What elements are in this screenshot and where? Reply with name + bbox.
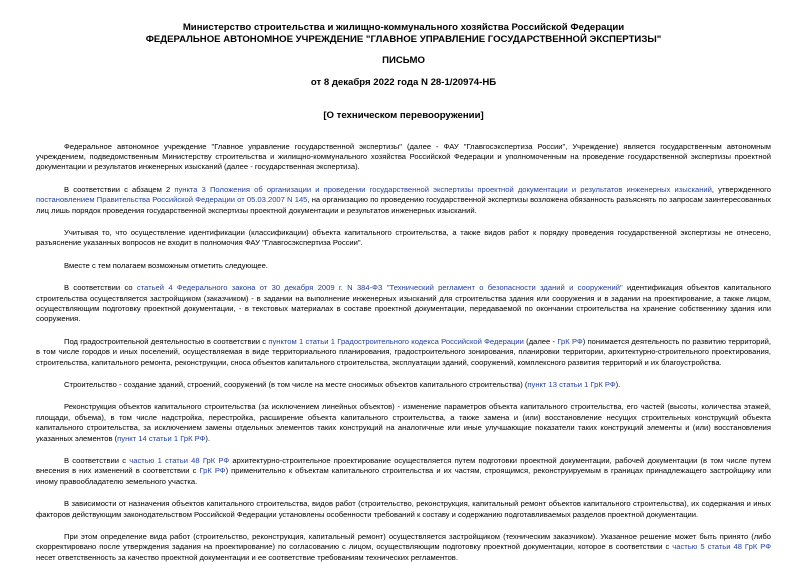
legal-reference-link[interactable]: ГрК РФ: [557, 336, 583, 346]
ministry-heading: Министерство строительства и жилищно-коммунального хозяйства Российской Федерации: [182, 22, 625, 33]
paragraph-text: ) понимается деятельность по развитию территорий, в том числе городов и иных поселений, осуществляемая в виде территориального планирования, градостроительного зонирования, планировки территории, архитектурно-строительного проектирования, строительства, капитального ремонта, реконструкции, сноса объектов капитального строительства, эксплуатации зданий, сооружений, комплексного развития территорий и их благоустройства.: [36, 336, 771, 367]
paragraph-text: архитектурно-строительное проектирование осуществляется путем подготовки проектной документации, рабочей документации (в том числе путем внесения в них изменений в соответствии с: [36, 456, 771, 476]
paragraph-text: В соответствии с абзацем 2: [64, 184, 175, 194]
legal-reference-link[interactable]: пункт 13 статьи 1 ГрК РФ: [527, 380, 616, 389]
paragraph: [36, 380, 771, 390]
paragraph: [36, 532, 771, 563]
paragraph-text: Строительство - создание зданий, строений, сооружений (в том числе на месте сносимых объектов капитального строительства) (: [64, 380, 528, 389]
document-subject: [О техническом перевооружении]: [323, 110, 484, 121]
paragraph: [36, 228, 771, 249]
document-type: ПИСЬМО: [382, 55, 425, 66]
paragraph: [36, 337, 771, 368]
paragraph-text: , утвержденного: [711, 184, 771, 194]
paragraph: [36, 283, 771, 325]
paragraph-text: В соответствии со: [64, 283, 137, 293]
legal-reference-link[interactable]: пункта 3 Положения об организации и проведении государственной экспертизы проектной документации и результатов инженерных изысканий: [174, 184, 712, 194]
paragraph-text: Федеральное автономное учреждение "Главное управление государственной экспертизы" (далее - ФАУ "Главгосэкспертиза России", Учреждение) является государственным автономным учреждением, подведомственным Министерству строительства и жилищно-коммунального хозяйства Российской Федерации и уполномоченным на проведение государственной экспертизы проектной документации и результатов инженерных изысканий (далее - государственная экспертиза).: [36, 141, 771, 172]
paragraph-text: ).: [615, 380, 621, 389]
legal-reference-link[interactable]: постановлением Правительства Российской Федерации от 05.03.2007 N 145: [36, 195, 308, 205]
paragraph-text: ) применительно к объектам капитального строительства и их частям, строящимся, реконструируемым в границах принадлежащего застройщику или иному правообладателю земельного участка.: [36, 466, 771, 486]
paragraph-text: В соответствии с: [64, 456, 130, 466]
paragraph: [36, 499, 771, 520]
legal-reference-link[interactable]: статьей 4 Федерального закона от 30 декабря 2009 г. N 384-ФЗ "Технический регламент о безопасности зданий и сооружений": [136, 283, 623, 293]
agency-heading: ФЕДЕРАЛЬНОЕ АВТОНОМНОЕ УЧРЕЖДЕНИЕ "ГЛАВНОЕ УПРАВЛЕНИЕ ГОСУДАРСТВЕННОЙ ЭКСПЕРТИЗЫ": [145, 33, 662, 45]
legal-reference-link[interactable]: частью 1 статьи 48 ГрК РФ: [129, 456, 230, 466]
document-date-number: от 8 декабря 2022 года N 28-1/20974-НБ: [310, 76, 497, 88]
paragraph-text: идентификация объектов капитального строительства осуществляется застройщиком (заказчиком) - в задании на выполнение инженерных изысканий для строительства здания или сооружения и в задании на проектирование, а также лицом, осуществляющим подготовку проектной документации, - в текстовых материалах в составе проектной документации, передаваемой по окончании строительства на хранение собственнику здания или сооружения.: [36, 283, 771, 324]
paragraph-text: несет ответственность за качество проектной документации и ее соответствие требованиям технических регламентов.: [36, 552, 458, 562]
paragraph: [36, 185, 771, 216]
paragraph-text: , на организацию по проведению государственной экспертизы возложена обязанность разъяснять по запросам заинтересованных лиц лишь порядок проведения государственной экспертизы проектной документации и результатов инженерных изысканий.: [36, 195, 771, 215]
document-body: [36, 142, 771, 564]
paragraph-text: (далее -: [523, 336, 558, 346]
paragraph-text: Учитывая то, что осуществление идентификации (классификации) объекта капитального строительства, а также видов работ к порядку проведения государственной экспертизы не отнесено, разъяснение указанных вопросов не входит в полномочия ФАУ "Главгосэкспертиза России".: [36, 227, 771, 248]
legal-reference-link[interactable]: ГрК РФ: [199, 466, 226, 476]
paragraph-text: Вместе с тем полагаем возможным отметить следующее.: [64, 260, 268, 270]
paragraph-text: В зависимости от назначения объектов капитального строительства, видов работ (строительство, реконструкция, капитальный ремонт объектов капитального строительства), их содержания и иных факторов действующим законодательством Российской Федерации установлены особенности требований к составу и содержанию подготавливаемых разделов проектной документации.: [36, 499, 771, 519]
paragraph-text: При этом определение вида работ (строительство, реконструкция, капитальный ремонт) осуществляется застройщиком (техническим заказчиком). Указанное решение может быть принято (либо скорректировано после утверждения задания на проектирование) по согласованию с лицом, осуществляющим подготовку проектной документации, которое в соответствии с: [36, 532, 771, 552]
legal-reference-link[interactable]: частью 5 статьи 48 ГрК РФ: [672, 542, 771, 552]
paragraph: [36, 142, 771, 173]
paragraph: [36, 261, 771, 271]
paragraph: [36, 456, 771, 487]
paragraph-text: Под градостроительной деятельностью в соответствии с: [64, 336, 269, 346]
paragraph-text: ).: [205, 433, 211, 443]
legal-reference-link[interactable]: пунктом 1 статьи 1 Градостроительного кодекса Российской Федерации: [268, 336, 524, 346]
paragraph: [36, 402, 771, 444]
legal-reference-link[interactable]: пункт 14 статьи 1 ГрК РФ: [117, 433, 206, 443]
paragraph-text: Реконструкция объектов капитального строительства (за исключением линейных объектов) - изменение параметров объекта капитального строительства, его частей (высоты, количества этажей, площади, объема), в том числе надстройка, перестройка, расширение объекта капитального строительства, а также замена и (или) восстановление несущих строительных конструкций объекта капитального строительства, за исключением замены отдельных элементов таких конструкций на аналогичные или иные улучшающие показатели таких конструкций элементы и (или) восстановления указанных элементов (: [36, 402, 771, 443]
